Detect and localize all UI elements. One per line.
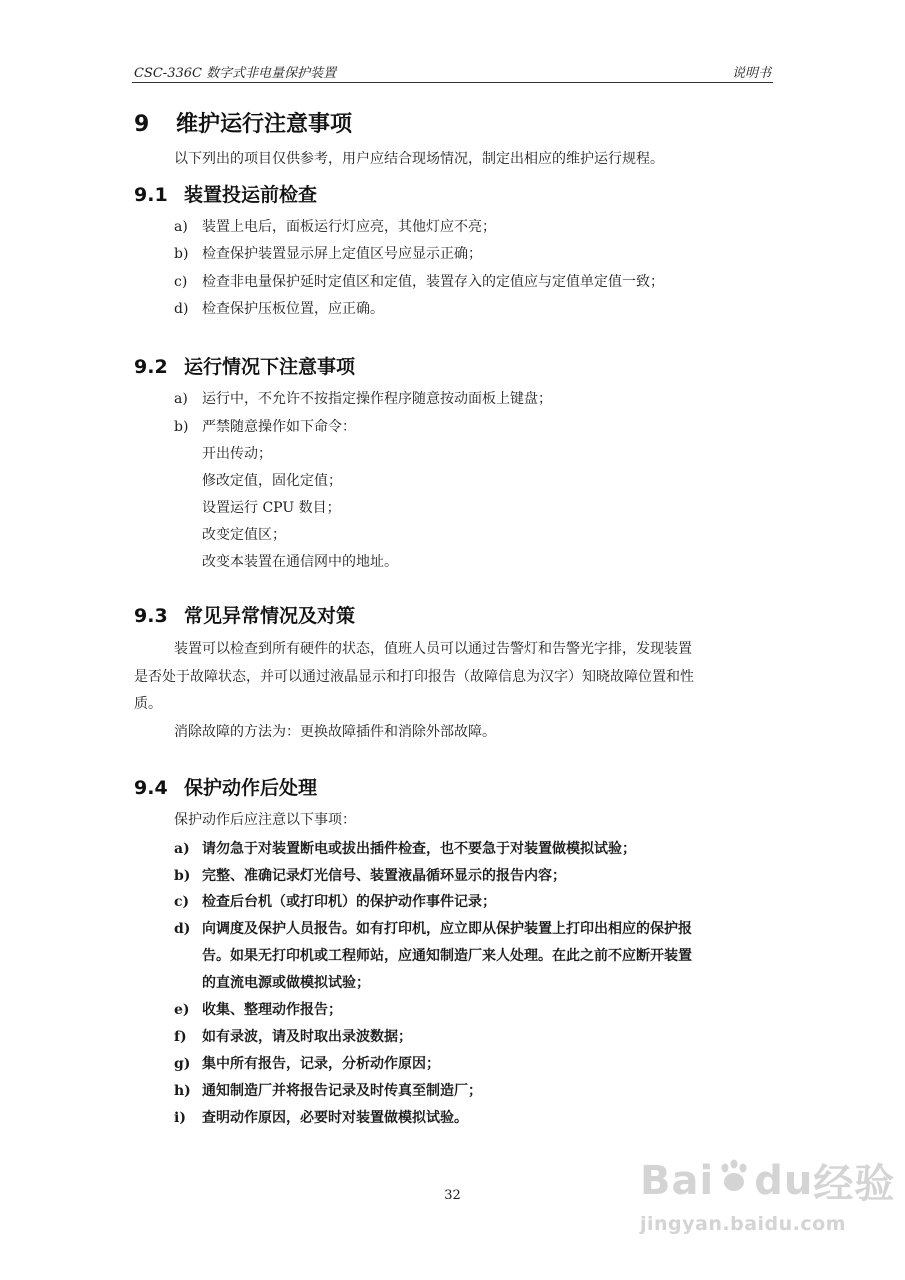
section-9-intro: 以下列出的项目仅供参考，用户应结合现场情况，制定出相应的维护运行规程。 xyxy=(174,151,664,167)
list-item xyxy=(174,1080,482,1100)
list-item xyxy=(174,216,496,236)
section-number: 9 xyxy=(134,112,150,137)
section-number: 9.1 xyxy=(134,184,168,206)
paw-icon xyxy=(716,1158,752,1204)
list-item xyxy=(174,271,664,291)
item-label: i) xyxy=(174,1110,186,1126)
item-label: a) xyxy=(174,219,188,235)
item-label: f) xyxy=(174,1029,187,1045)
list-item xyxy=(174,243,482,263)
item-label: c) xyxy=(174,274,188,290)
item-label: e) xyxy=(174,1002,190,1018)
header-doc-type: 说明书 xyxy=(731,66,771,81)
item-text: 运行中，不允许不按指定操作程序随意按动面板上键盘； xyxy=(202,391,552,407)
list-item xyxy=(174,999,342,1019)
section-9-2-heading xyxy=(134,352,355,379)
item-text: 完整、准确记录灯光信号、装置液晶循环显示的报告内容； xyxy=(202,868,566,884)
item-text: 检查非电量保护延时定值区和定值，装置存入的定值应与定值单定值一致； xyxy=(202,274,664,290)
item-continuation: 的直流电源或做模拟试验； xyxy=(202,975,370,991)
list-item xyxy=(174,1107,468,1127)
watermark-url: jingyan.baidu.com xyxy=(640,1213,846,1235)
item-label: b) xyxy=(174,246,189,262)
section-9-3-heading xyxy=(134,601,355,628)
list-item xyxy=(174,388,552,408)
section-title: 装置投运前检查 xyxy=(184,184,318,206)
item-text: 如有录波，请及时取出录波数据； xyxy=(202,1029,412,1045)
list-item xyxy=(174,1053,440,1073)
paragraph-line: 质。 xyxy=(134,696,162,712)
paragraph-line: 装置可以检查到所有硬件的状态，值班人员可以通过告警灯和告警光字排，发现装置 xyxy=(174,641,692,657)
item-text: 向调度及保护人员报告。如有打印机，应立即从保护装置上打印出相应的保护报 xyxy=(202,921,692,937)
section-title: 保护动作后处理 xyxy=(184,777,318,799)
list-item xyxy=(174,1026,412,1046)
item-label: h) xyxy=(174,1083,191,1099)
baidu-jingyan-watermark xyxy=(640,1152,895,1235)
item-text: 请勿急于对装置断电或拔出插件检查，也不要急于对装置做模拟试验； xyxy=(202,841,636,857)
page-number: 32 xyxy=(444,1188,461,1203)
section-number: 9.4 xyxy=(134,777,168,799)
item-text: 装置上电后，面板运行灯应亮，其他灯应不亮； xyxy=(202,219,496,235)
list-item xyxy=(174,838,636,858)
sub-item: 设置运行 CPU 数目； xyxy=(202,500,341,516)
section-title: 维护运行注意事项 xyxy=(176,112,353,137)
list-item xyxy=(174,298,384,318)
header-rule xyxy=(132,82,773,83)
watermark-text: du xyxy=(754,1157,814,1204)
item-label: a) xyxy=(174,391,188,407)
item-continuation: 告。如果无打印机或工程师站，应通知制造厂来人处理。在此之前不应断开装置 xyxy=(202,948,692,964)
sub-item: 改变定值区； xyxy=(202,527,286,543)
section-9-4-intro: 保护动作后应注意以下事项： xyxy=(174,812,356,828)
item-text: 集中所有报告，记录，分析动作原因； xyxy=(202,1056,440,1072)
item-text: 通知制造厂并将报告记录及时传真至制造厂； xyxy=(202,1083,482,1099)
paragraph-line: 是否处于故障状态，并可以通过液晶显示和打印报告（故障信息为汉字）知晓故障位置和性 xyxy=(134,669,694,685)
item-text: 严禁随意操作如下命令： xyxy=(202,419,356,435)
section-title: 常见异常情况及对策 xyxy=(184,605,356,627)
list-item xyxy=(174,865,566,885)
section-9-heading xyxy=(134,107,352,138)
sub-item: 改变本装置在通信网中的地址。 xyxy=(202,554,398,570)
item-text: 检查保护装置显示屏上定值区号应显示正确； xyxy=(202,246,482,262)
section-number: 9.3 xyxy=(134,605,168,627)
item-label: c) xyxy=(174,894,190,910)
list-item xyxy=(174,918,692,938)
list-item xyxy=(174,416,356,436)
item-text: 收集、整理动作报告； xyxy=(202,1002,342,1018)
item-label: b) xyxy=(174,868,191,884)
item-label: b) xyxy=(174,419,189,435)
header-doc-title: CSC-336C 数字式非电量保护装置 xyxy=(134,66,337,81)
watermark-text: Bai xyxy=(640,1157,715,1204)
section-number: 9.2 xyxy=(134,356,168,378)
paragraph-line: 消除故障的方法为：更换故障插件和消除外部故障。 xyxy=(174,724,496,740)
item-text: 检查保护压板位置，应正确。 xyxy=(202,301,384,317)
item-label: d) xyxy=(174,301,189,317)
list-item xyxy=(174,891,496,911)
section-9-4-heading xyxy=(134,773,317,800)
sub-item: 开出传动； xyxy=(202,446,272,462)
item-label: g) xyxy=(174,1056,191,1072)
item-text: 检查后台机（或打印机）的保护动作事件记录； xyxy=(202,894,496,910)
sub-item: 修改定值，固化定值； xyxy=(202,473,342,489)
item-label: a) xyxy=(174,841,190,857)
item-label: d) xyxy=(174,921,191,937)
section-title: 运行情况下注意事项 xyxy=(184,356,356,378)
section-9-1-heading xyxy=(134,180,317,207)
watermark-text: 经验 xyxy=(813,1161,896,1207)
item-text: 查明动作原因，必要时对装置做模拟试验。 xyxy=(202,1110,468,1126)
watermark-logo xyxy=(640,1152,895,1209)
